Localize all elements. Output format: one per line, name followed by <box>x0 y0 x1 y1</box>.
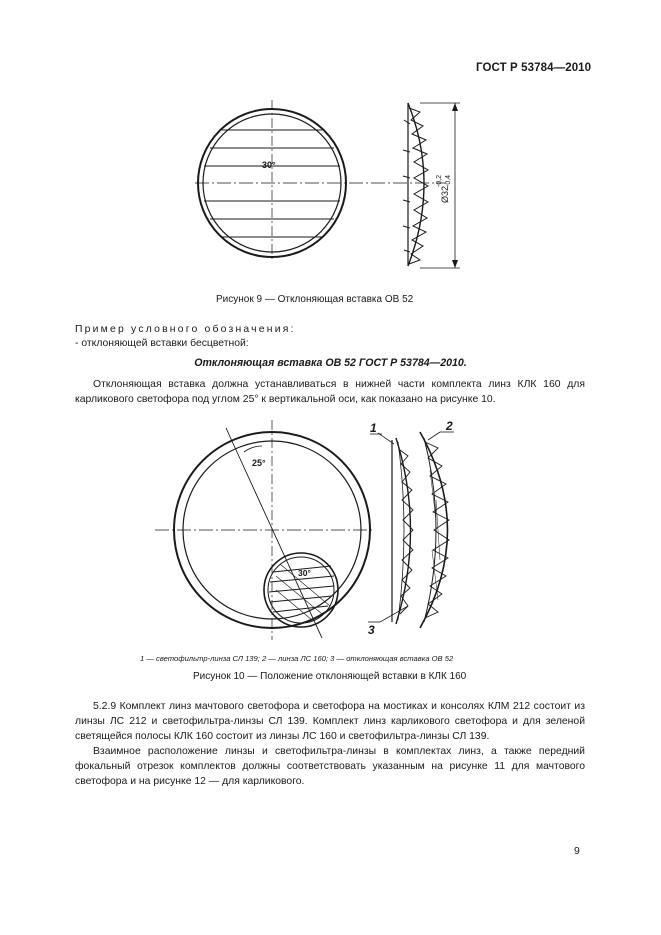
fig9-angle-label: 30° <box>262 160 276 170</box>
example-designation: Отклоняющая вставка ОВ 52 ГОСТ Р 53784—2010. <box>194 357 467 369</box>
page-number: 9 <box>574 845 580 857</box>
example-heading: Пример условного обозначения: <box>75 324 296 335</box>
fig10-lens-teeth <box>400 442 449 618</box>
figure-10-drawing <box>0 410 661 655</box>
fig10-angle-30-label: 30° <box>298 568 311 578</box>
paragraph-mutual-arrangement: Взаимное расположение линзы и светофильтра-линзы в комплектах линз, а также передний фокальный отрезок комплектов должны соответствовать указанным на рисунке 11 для мачтового светофора и на рисунке 12 — для карликового. <box>75 746 585 788</box>
fig10-incline-axis <box>226 428 322 638</box>
fig10-angle-25-label: 25° <box>252 458 266 468</box>
paragraph-installation: Отклоняющая вставка должна устанавливаться в нижней части комплекта линз КЛК 160 для карликового светофора под углом 25° к вертикальной оси, как показано на рисунке 10. <box>75 379 585 406</box>
fig9-dimension-label: Ø32 <box>440 185 450 203</box>
fig9-tolerance-lower: -0,4 <box>445 174 452 187</box>
fig9-prism-lines <box>204 130 340 237</box>
figure-10-legend: 1 — светофильтр-линза СЛ 139; 2 — линза ЛС 160; 3 — отклоняющая вставка ОВ 52 <box>140 654 454 663</box>
fig10-insert-outer <box>264 553 338 627</box>
fig10-callout-3: 3 <box>368 623 375 637</box>
standard-code-header: ГОСТ Р 53784—2010 <box>476 62 592 74</box>
fig10-angle-arc <box>244 446 262 452</box>
example-item: - отклоняющей вставки бесцветной: <box>75 338 249 349</box>
paragraph-5-2-9: 5.2.9 Комплект линз мачтового светофора и светофора на мостиках и консолях КЛМ 212 состоит из линзы ЛС 212 и светофильтра-линзы СЛ 139. Комплект линз карликового светофора и для зеленой светящейся полосы КЛК 160 состоит из линзы ЛС 160 и светофильтра-линзы СЛ 139. <box>75 701 585 743</box>
figure-10-caption: Рисунок 10 — Положение отклоняющей вставки в КЛК 160 <box>193 671 467 682</box>
figure-9-drawing <box>0 0 661 300</box>
figure-9-caption: Рисунок 9 — Отклоняющая вставка ОВ 52 <box>216 294 414 305</box>
fig10-callout-1: 1 <box>370 421 377 435</box>
fig9-tolerance-upper: -0,2 <box>436 174 443 187</box>
fig10-callout-2: 2 <box>446 419 453 433</box>
